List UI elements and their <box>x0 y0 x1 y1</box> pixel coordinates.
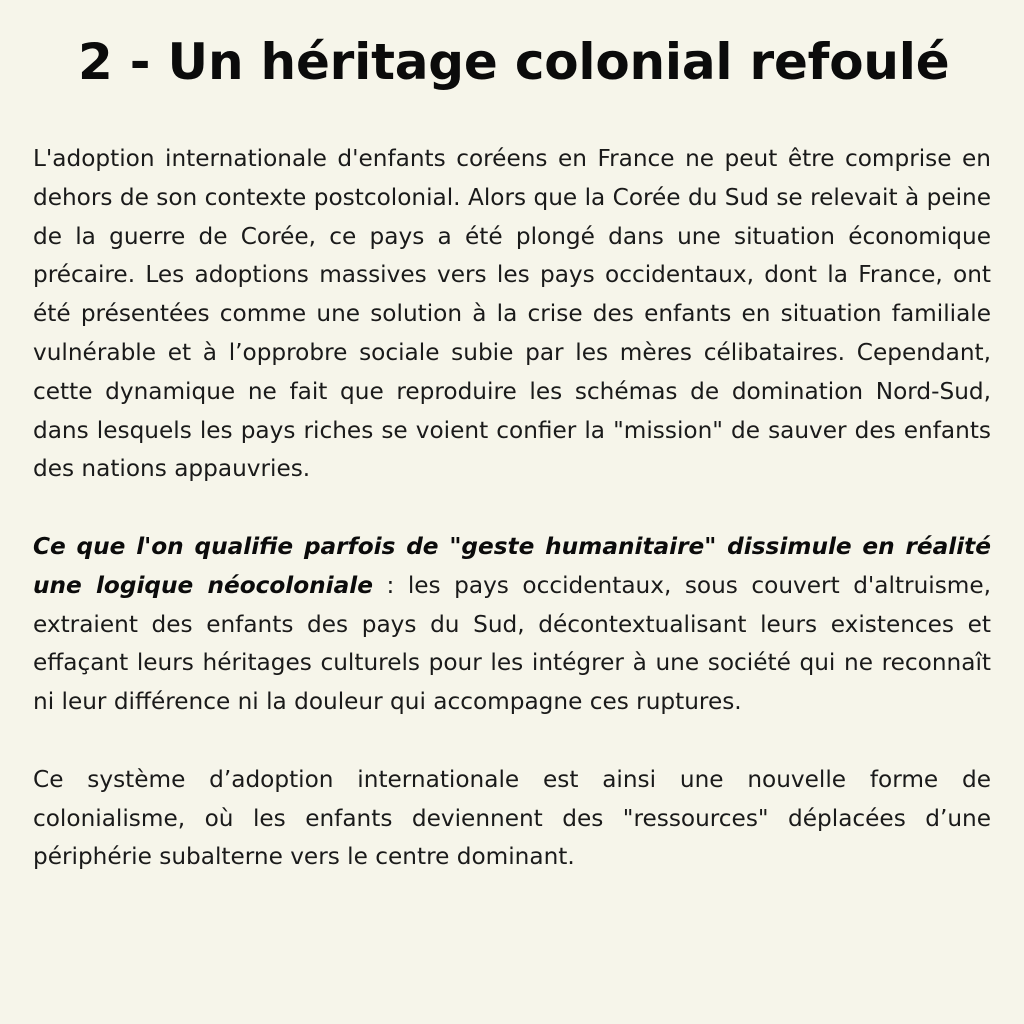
paragraph-context: L'adoption internationale d'enfants coréens en France ne peut être comprise en dehors de son contexte postcolonial. Alors que la Corée du Sud se relevait à peine de la guerre de Corée, ce pays a été plongé dans une situation économique précaire. Les adoptions massives vers les pays occidentaux, dont la France, ont été présentées comme une solution à la crise des enfants en situation familiale vulnérable et à l’opprobre sociale subie par les mères célibataires. Cependant, cette dynamique ne fait que reproduire les schémas de domination Nord-Sud, dans lesquels les pays riches se voient confier la "mission" de sauver des enfants des nations appauvries. <box>33 145 991 483</box>
paragraph-continuation: : les pays occidentaux, sous couvert d'altruisme, extraient des enfants des pays du Sud, décontextualisant leurs existences et effaçant leurs héritages culturels pour les intégrer à une société qui ne reconnaît ni leur différence ni la douleur qui accompagne ces ruptures. <box>33 571 992 716</box>
paragraph-conclusion: Ce système d’adoption internationale est ainsi une nouvelle forme de colonialisme, où les enfants deviennent des "ressources" déplacées d’une périphérie subalterne vers le centre dominant. <box>33 765 991 871</box>
paragraph-neocolonial-logic <box>33 528 991 722</box>
article-body <box>33 140 991 877</box>
emphasized-statement: Ce que l'on qualifie parfois de "geste humanitaire" dissimule en réalité une logique néocoloniale <box>33 532 991 599</box>
page-title: 2 - Un héritage colonial refoulé <box>78 33 950 91</box>
